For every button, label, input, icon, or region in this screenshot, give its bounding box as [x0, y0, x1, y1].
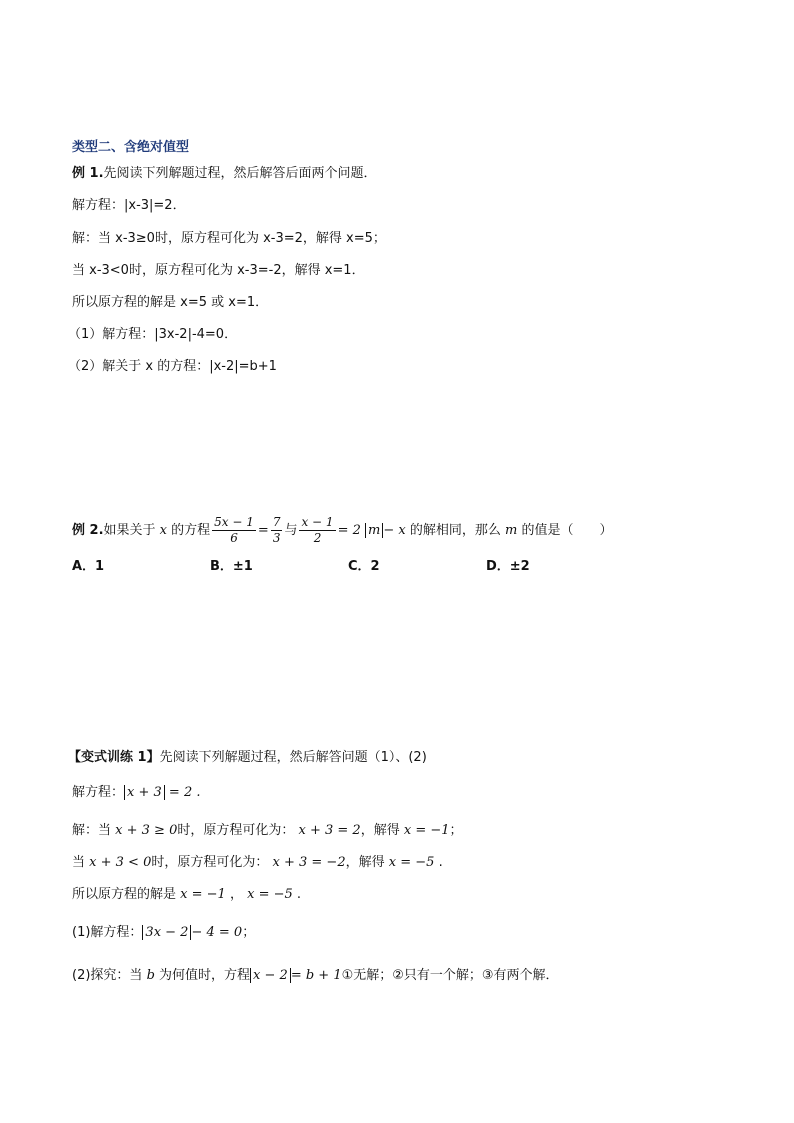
example2-text-before: 如果关于 [103, 523, 156, 538]
variant1-problem-abs: x + 3 [124, 785, 165, 800]
variant1-label: 【变式训练 1】 [68, 750, 160, 765]
example1-label: 例 1. [72, 166, 104, 181]
variant1-step2-sol-prefix: ，解得 [345, 855, 385, 870]
variant1-step1-condition: x + 3 ≥ 0 [115, 823, 178, 838]
fraction-1-numerator: 5x − 1 [214, 515, 254, 529]
option-d: D．±2 [486, 559, 530, 574]
example2-line [72, 514, 612, 548]
option-c: C．2 [348, 559, 380, 574]
example1-step2: 当 x-3<0时，原方程可化为 x-3=-2，解得 x=1． [72, 263, 365, 278]
fraction-3-denominator: 2 [313, 531, 322, 545]
section-title: 类型二、含绝对值型 [72, 140, 190, 155]
variant1-q2-tail: ①无解；②只有一个解；③有两个解． [341, 968, 559, 983]
variant1-step2-mid: 时，原方程可化为： [151, 855, 269, 870]
variant1-step2-condition: x + 3 < 0 [89, 855, 152, 870]
variant1-q2-abs: x − 2 [250, 968, 291, 983]
example2-text-eq: 的方程 [171, 523, 211, 538]
example1-question1: （1）解方程：|3x-2|-4=0． [68, 327, 238, 342]
example2-options [72, 558, 672, 576]
example2-rhs-tail: − x [383, 523, 406, 538]
variant1-step1-mid: 时，原方程可化为： [177, 823, 295, 838]
example1-intro: 先阅读下列解题过程，然后解答后面两个问题． [103, 166, 377, 181]
variant1-intro-line [68, 749, 427, 767]
example2-text-with: 与 [284, 523, 298, 538]
variant1-step2-end: . [438, 855, 443, 870]
example1-question2: （2）解关于 x 的方程：|x-2|=b+1 [68, 359, 277, 374]
variant1-step2-solution: x = −5 [388, 855, 435, 870]
variant1-problem [72, 784, 200, 802]
example2-text-same: 的解相同，那么 [409, 523, 501, 538]
variant1-intro: 先阅读下列解题过程，然后解答问题（1）、(2) [159, 750, 427, 765]
variant1-step2-prefix: 当 [72, 855, 86, 870]
example2-rhs-abs: m [365, 523, 383, 538]
variant1-question2 [72, 967, 559, 985]
variant1-conclusion-sep: ， [229, 887, 243, 902]
variant1-conclusion-end: . [296, 887, 302, 902]
variant1-q2-mid: 为何值时，方程 [159, 968, 251, 983]
variant1-q2-var: b [146, 968, 155, 983]
variant1-q2-rhs: = b + 1 [290, 968, 342, 983]
variant1-conclusion-sol2: x = −5 [247, 887, 293, 902]
variant1-q1-end: ； [242, 925, 256, 940]
example2-fraction-1 [212, 515, 256, 546]
example1-conclusion: 所以原方程的解是 x=5 或 x=1． [72, 295, 269, 310]
option-a: A．1 [72, 559, 105, 574]
variant1-step1-end: ； [449, 823, 463, 838]
fraction-3-numerator: x − 1 [301, 515, 334, 529]
example2-var-m: m [504, 523, 518, 538]
option-b: B．±1 [210, 559, 253, 574]
example2-fraction-2 [271, 515, 283, 546]
example2-fraction-3 [299, 515, 335, 546]
example2-rhs-coef: = 2 [337, 523, 361, 538]
variant1-step2-equation: x + 3 = −2 [272, 855, 346, 870]
variant1-conclusion [72, 886, 301, 904]
variant1-problem-prefix: 解方程： [72, 785, 125, 800]
variant1-step1-sol-prefix: ，解得 [360, 823, 400, 838]
fraction-2-numerator: 7 [272, 515, 281, 529]
example1-intro-line [72, 165, 377, 183]
example2-label: 例 2. [72, 523, 104, 538]
variant1-q1-abs: 3x − 2 [142, 925, 191, 940]
example2-text-end: 的值是（ ） [521, 523, 613, 538]
fraction-2-denominator: 3 [272, 531, 281, 545]
example2-var-x: x [159, 523, 168, 538]
variant1-q1-suffix: − 4 = 0 [191, 925, 243, 940]
variant1-step2 [72, 854, 443, 872]
variant1-step1-prefix: 解：当 [72, 823, 112, 838]
variant1-step1 [72, 822, 463, 840]
variant1-q2-prefix: (2)探究：当 [72, 968, 143, 983]
variant1-step1-solution: x = −1 [403, 823, 450, 838]
fraction-1-denominator: 6 [230, 531, 238, 545]
variant1-q1-prefix: (1)解方程： [72, 925, 143, 940]
variant1-step1-equation: x + 3 = 2 [298, 823, 361, 838]
example1-problem: 解方程：|x-3|=2． [72, 198, 186, 213]
variant1-conclusion-sol1: x = −1 [180, 887, 226, 902]
example2-equals: = [257, 523, 269, 538]
variant1-question1 [72, 924, 255, 942]
example1-step1: 解：当 x-3≥0时，原方程可化为 x-3=2，解得 x=5； [72, 231, 386, 246]
variant1-conclusion-prefix: 所以原方程的解是 [72, 887, 177, 902]
variant1-problem-suffix: = 2 . [168, 785, 201, 800]
